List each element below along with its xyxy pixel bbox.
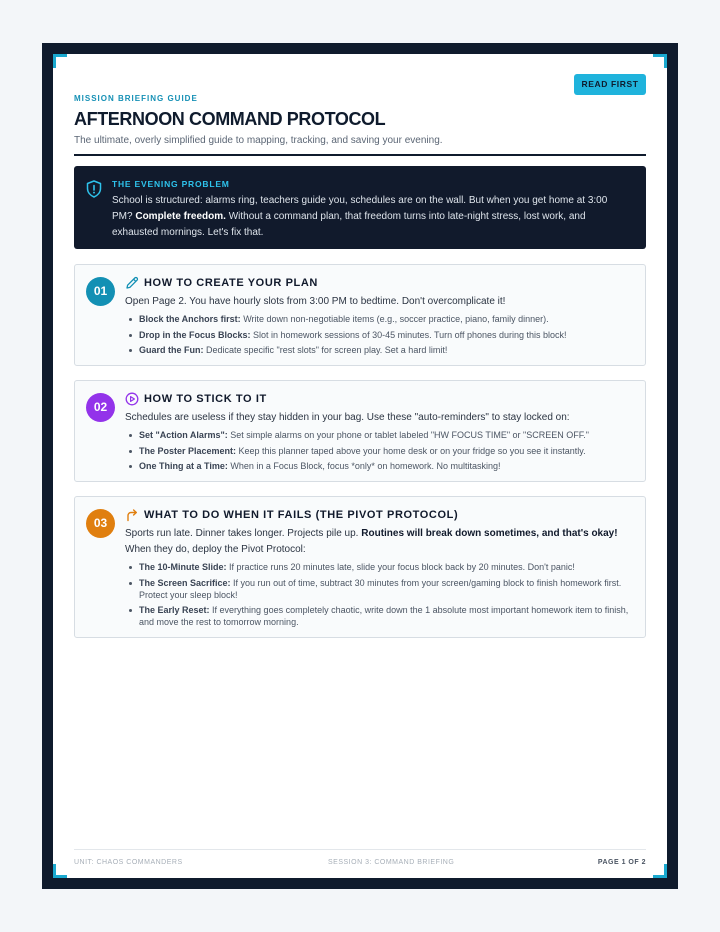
list-item-text: If everything goes completely chaotic, write down the 1 absolute most important homework item to finish, and move the rest to tomorrow morning. (139, 605, 629, 627)
corner-accent (53, 864, 67, 878)
section-number-badge: 02 (86, 393, 115, 422)
list-item-text: Slot in homework sessions of 30-45 minutes. Turn off phones during this block! (250, 329, 567, 340)
section-card-create-plan (74, 264, 646, 366)
pencil-icon (125, 276, 139, 290)
section-number-badge: 01 (86, 277, 115, 306)
list-item-label: Block the Anchors first: (139, 314, 241, 324)
list-item (127, 561, 633, 573)
list-item-text: If practice runs 20 minutes late, slide your focus block back by 20 minutes. Don't panic! (226, 562, 575, 572)
list-item-text: Dedicate specific "rest slots" for screen play. Set a hard limit! (203, 345, 448, 355)
section-bullet-list (125, 429, 633, 472)
shield-icon (86, 180, 102, 198)
problem-emphasis: Complete freedom. (135, 211, 226, 222)
footer-unit: UNIT: CHAOS COMMANDERS (74, 859, 183, 866)
list-item-label: The 10-Minute Slide: (139, 562, 227, 572)
list-item (127, 577, 633, 601)
corner-accent (53, 54, 67, 68)
corner-accent (653, 864, 667, 878)
play-circle-icon (125, 392, 139, 406)
section-bullet-list (125, 313, 633, 356)
section-intro: Schedules are useless if they stay hidden in your bag. Use these "auto-reminders" to stay locked on: (125, 412, 570, 423)
footer-page-number: PAGE 1 OF 2 (597, 859, 646, 866)
title-divider (74, 154, 646, 156)
section-title: HOW TO CREATE YOUR PLAN (144, 277, 318, 289)
section-bullet-list (125, 561, 633, 628)
list-item (127, 344, 633, 356)
list-item-label: The Screen Sacrifice: (139, 577, 231, 588)
list-item (127, 313, 633, 325)
list-item-label: The Early Reset: (139, 605, 210, 615)
list-item (127, 460, 633, 472)
list-item-text: Keep this planner taped above your home desk or on your fridge so you see it instantly. (236, 445, 586, 456)
evening-problem-callout (74, 166, 646, 249)
problem-text: School is structured: alarms ring, teachers guide you, schedules are on the wall. But when you get home at 3:00 PM? Complete freedom. Without a command plan, that freedom turns into late-night stress, lost work, and exhausted mornings. Let's fix that. (112, 195, 608, 238)
eyebrow-label: MISSION BRIEFING GUIDE (74, 94, 198, 103)
page-subtitle: The ultimate, overly simplified guide to mapping, tracking, and saving your evening. (74, 135, 443, 146)
list-item (127, 445, 633, 457)
section-intro-emphasis: Routines will break down sometimes, and that's okay! (361, 528, 618, 539)
footer-session: SESSION 3: COMMAND BRIEFING (328, 859, 455, 866)
problem-heading: THE EVENING PROBLEM (112, 179, 230, 189)
list-item-label: Set "Action Alarms": (139, 430, 228, 440)
list-item (127, 329, 633, 341)
page-frame (42, 43, 678, 889)
list-item-text: Write down non-negotiable items (e.g., soccer practice, piano, family dinner). (240, 314, 549, 324)
redirect-arrow-icon (125, 508, 139, 522)
section-intro: Open Page 2. You have hourly slots from 3:00 PM to bedtime. Don't overcomplicate it! (125, 296, 506, 307)
list-item-text: Set simple alarms on your phone or tablet labeled "HW FOCUS TIME" or "SCREEN OFF." (227, 430, 589, 440)
list-item-label: The Poster Placement: (139, 445, 237, 456)
section-intro: Sports run late. Dinner takes longer. Projects pile up. Routines will break down sometimes, and that's okay! When they do, deploy the Pivot Protocol: (125, 528, 618, 555)
section-card-stick-to-it (74, 380, 646, 482)
list-item (127, 429, 633, 441)
section-card-pivot-protocol (74, 496, 646, 638)
list-item-label: One Thing at a Time: (139, 461, 228, 471)
list-item-label: Guard the Fun: (139, 345, 204, 355)
section-title: WHAT TO DO WHEN IT FAILS (THE PIVOT PROTOCOL) (144, 509, 459, 521)
list-item-text: When in a Focus Block, focus *only* on homework. No multitasking! (227, 461, 501, 471)
list-item-text: If you run out of time, subtract 30 minutes from your screen/gaming block to finish homework first. Protect your sleep block! (139, 577, 622, 600)
list-item-label: Drop in the Focus Blocks: (139, 329, 251, 340)
footer-divider (74, 849, 646, 850)
list-item (127, 604, 633, 628)
corner-accent (653, 54, 667, 68)
page (53, 54, 667, 878)
section-title: HOW TO STICK TO IT (144, 393, 267, 405)
page-title: AFTERNOON COMMAND PROTOCOL (74, 109, 386, 129)
section-number-badge: 03 (86, 509, 115, 538)
read-first-badge[interactable]: READ FIRST (574, 74, 646, 95)
